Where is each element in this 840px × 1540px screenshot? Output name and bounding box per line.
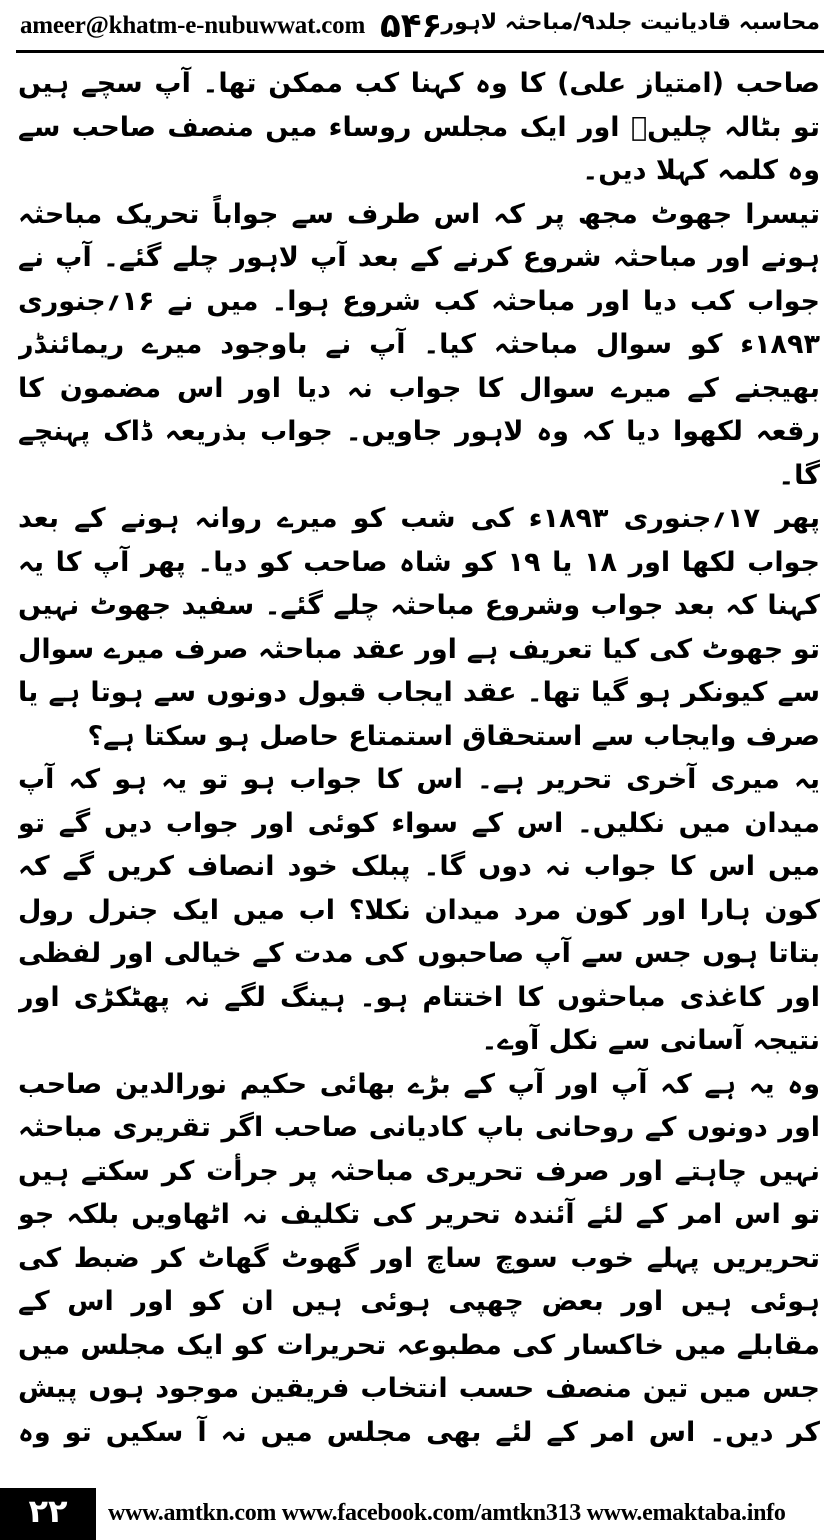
page-body <box>18 62 820 1452</box>
paragraph-4: یہ میری آخری تحریر ہے۔ اس کا جواب ہو تو یہ ہو کہ آپ میدان میں نکلیں۔ اس کے سواء کوئی اور جواب دیں گے تو میں اس کا جواب نہ دوں گا۔ پبلک خود انصاف کریں گے کہ کون ہارا اور کون مرد میدان نکلا؟ اب میں ایک جنرل رول بتاتا ہوں جس سے آپ صاحبوں کی مدت کے خیالی اور لفظی اور کاغذی مباحثوں کا اختتام ہو۔ ہینگ لگے نہ پھٹکڑی اور نتیجہ آسانی سے نکل آوے۔ <box>18 764 820 1056</box>
paragraph-2: تیسرا جھوٹ مجھ پر کہ اس طرف سے جواباً تحریک مباحثہ ہونے اور مباحثہ شروع کرنے کے بعد آپ لاہور چلے گئے۔ آپ نے جواب کب دیا اور مباحثہ کب شروع ہوا۔ میں نے ۱۶؍جنوری ۱۸۹۳ء کو سوال مباحثہ کیا۔ آپ نے باوجود میرے ریمائنڈر بھیجنے کے میرے سوال کا جواب نہ دیا اور اس مضمون کا رقعہ لکھوا دیا کہ وہ لاہور جاویں۔ جواب بذریعہ ڈاک پہنچے گا۔ <box>18 198 820 491</box>
header-title: محاسبہ قادیانیت جلد۹/مباحثہ لاہور <box>441 10 820 35</box>
page-footer <box>0 1488 840 1540</box>
footer-page-number: ۲۲ <box>28 1492 68 1530</box>
header-page-number: ۵۴۶ <box>380 6 443 46</box>
header-email: ameer@khatm-e-nubuwwat.com <box>20 12 366 39</box>
paragraph-1: صاحب (امتیاز علی) کا وہ کہنا کب ممکن تھا۔ آپ سچے ہیں تو بٹالہ چلیںؑ اور ایک مجلس روساء میں منصف صاحب سے وہ کلمہ کہلا دیں۔ <box>18 68 820 186</box>
footer-urls: www.amtkn.com www.facebook.com/amtkn313 www.emaktaba.info <box>108 1500 786 1526</box>
page-header <box>0 0 840 52</box>
header-divider <box>16 50 824 53</box>
paragraph-3: پھر ۱۷؍جنوری ۱۸۹۳ء کی شب کو میرے روانہ ہونے کے بعد جواب لکھا اور ۱۸ یا ۱۹ کو شاہ صاحب کو دیا۔ پھر آپ کا یہ کہنا کہ بعد جواب وشروع مباحثہ چلے گئے۔ سفید جھوٹ نہیں تو جھوٹ کی کیا تعریف ہے اور عقد مباحثہ صرف میرے سوال سے کیونکر ہو گیا تھا۔ عقد ایجاب قبول دونوں سے ہوتا ہے یا صرف وایجاب سے استحقاق استمتاع حاصل ہو سکتا ہے؟ <box>18 503 820 752</box>
paragraph-5: وہ یہ ہے کہ آپ اور آپ کے بڑے بھائی حکیم نورالدین صاحب اور دونوں کے روحانی باپ کادیانی صاحب اگر تقریری مباحثہ نہیں چاہتے اور صرف تحریری مباحثہ پر جرأت کر سکتے ہیں تو اس امر کے لئے آئندہ تحریر کی تکلیف نہ اٹھاویں بلکہ جو تحریریں پہلے خوب سوچ ساچ اور گھوٹ گھاٹ کر ضبط کی ہوئی ہیں اور بعض چھپی ہوئی ہیں ان کو اور اس کے مقابلے میں خاکسار کی مطبوعہ تحریرات کو ایک مجلس میں جس میں تین منصف حسب انتخاب فریقین موجود ہوں پیش کر دیں۔ اس امر کے لئے بھی مجلس میں نہ آ سکیں تو وہ <box>18 1068 820 1448</box>
